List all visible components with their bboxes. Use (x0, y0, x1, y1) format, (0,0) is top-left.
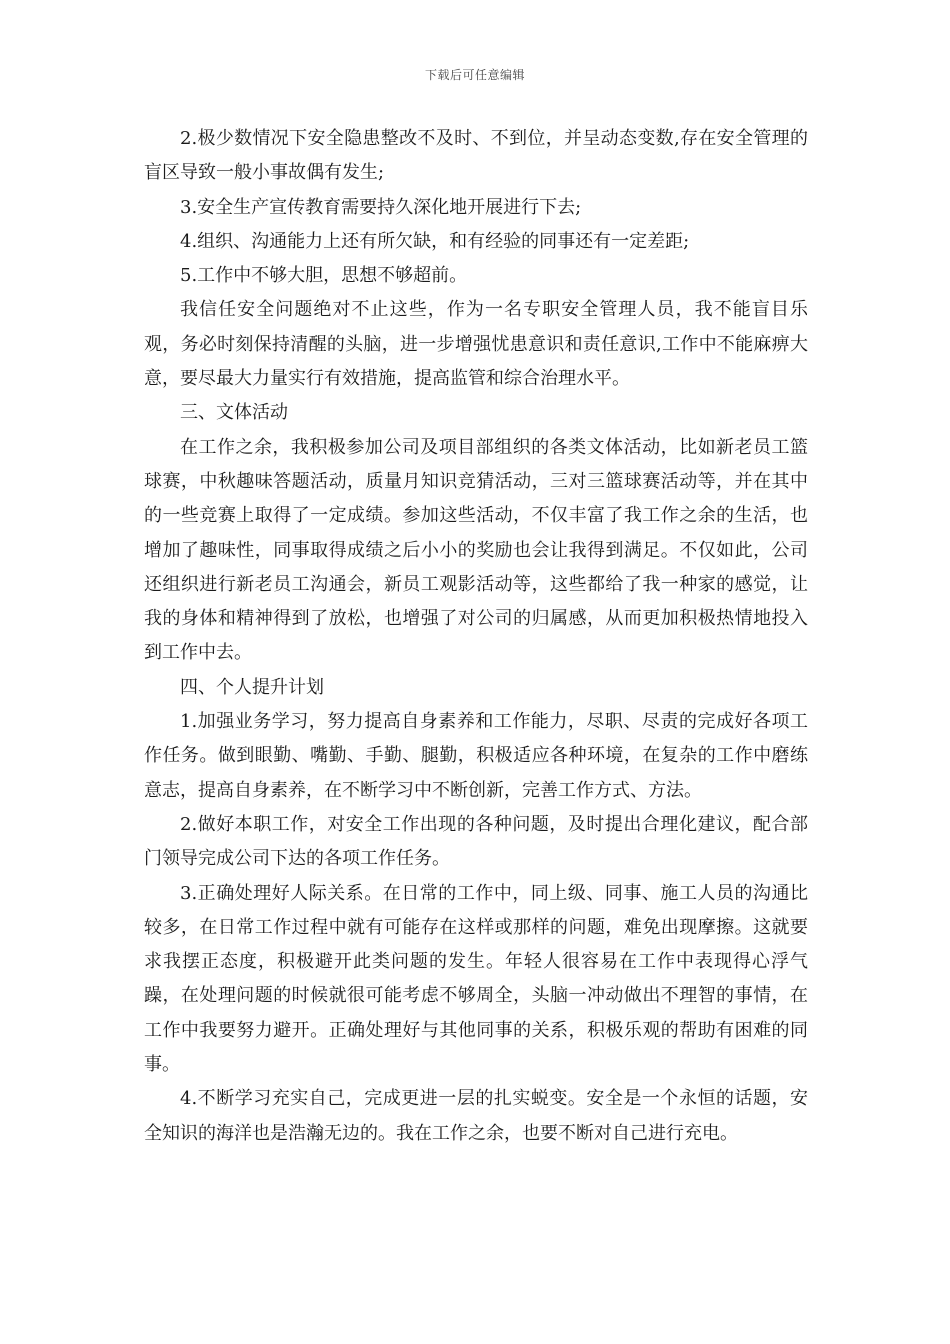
plan-item-4: 4.不断学习充实自己，完成更进一层的扎实蜕变。安全是一个永恒的话题，安全知识的海洋也是浩瀚无边的。我在工作之余，也要不断对自己进行充电。 (144, 1088, 808, 1144)
plan-item-3: 3.正确处理好人际关系。在日常的工作中，同上级、同事、施工人员的沟通比较多，在日常工作过程中就有可能存在这样或那样的问题，难免出现摩擦。这就要求我摆正态度，积极避开此类问题的发生。年轻人很容易在工作中表现得心浮气躁，在处理问题的时候就很可能考虑不够周全，头脑一冲动做出不理智的事情，在工作中我要努力避开。正确处理好与其他同事的关系，积极乐观的帮助有困难的同事。 (144, 882, 808, 1076)
paragraph-summary: 我信任安全问题绝对不止这些，作为一名专职安全管理人员，我不能盲目乐观，务必时刻保持清醒的头脑，进一步增强忧患意识和责任意识,工作中不能麻痹大意，要尽最大力量实行有效措施，提高监管和综合治理水平。 (144, 299, 808, 390)
paragraph-item-2: 2.极少数情况下安全隐患整改不及时、不到位，并呈动态变数,存在安全管理的盲区导致一般小事故偶有发生; (144, 128, 808, 184)
paragraph-activities: 在工作之余，我积极参加公司及项目部组织的各类文体活动，比如新老员工篮球赛，中秋趣味答题活动，质量月知识竞猜活动，三对三篮球赛活动等，并在其中的一些竞赛上取得了一定成绩。参加这些活动，不仅丰富了我工作之余的生活，也增加了趣味性，同事取得成绩之后小小的奖励也会让我得到满足。不仅如此，公司还组织进行新老员工沟通会，新员工观影活动等，这些都给了我一种家的感觉，让我的身体和精神得到了放松，也增强了对公司的归属感，从而更加积极热情地投入到工作中去。 (144, 436, 808, 664)
section-heading-plan: 四、个人提升计划 (180, 676, 324, 698)
paragraph-item-5: 5.工作中不够大胆，思想不够超前。 (180, 265, 468, 287)
document-body (144, 122, 808, 1151)
plan-item-2: 2.做好本职工作，对安全工作出现的各种问题，及时提出合理化建议，配合部门领导完成公司下达的各项工作任务。 (144, 813, 808, 870)
plan-item-1: 1.加强业务学习，努力提高自身素养和工作能力，尽职、尽责的完成好各项工作任务。做到眼勤、嘴勤、手勤、腿勤，积极适应各种环境，在复杂的工作中磨练意志，提高自身素养，在不断学习中不断创新，完善工作方式、方法。 (144, 711, 808, 801)
section-heading-activities: 三、文体活动 (180, 402, 288, 424)
header-note: 下载后可任意编辑 (424, 68, 525, 82)
paragraph-item-3: 3.安全生产宣传教育需要持久深化地开展进行下去; (180, 196, 582, 218)
paragraph-item-4: 4.组织、沟通能力上还有所欠缺，和有经验的同事还有一定差距; (180, 230, 690, 252)
